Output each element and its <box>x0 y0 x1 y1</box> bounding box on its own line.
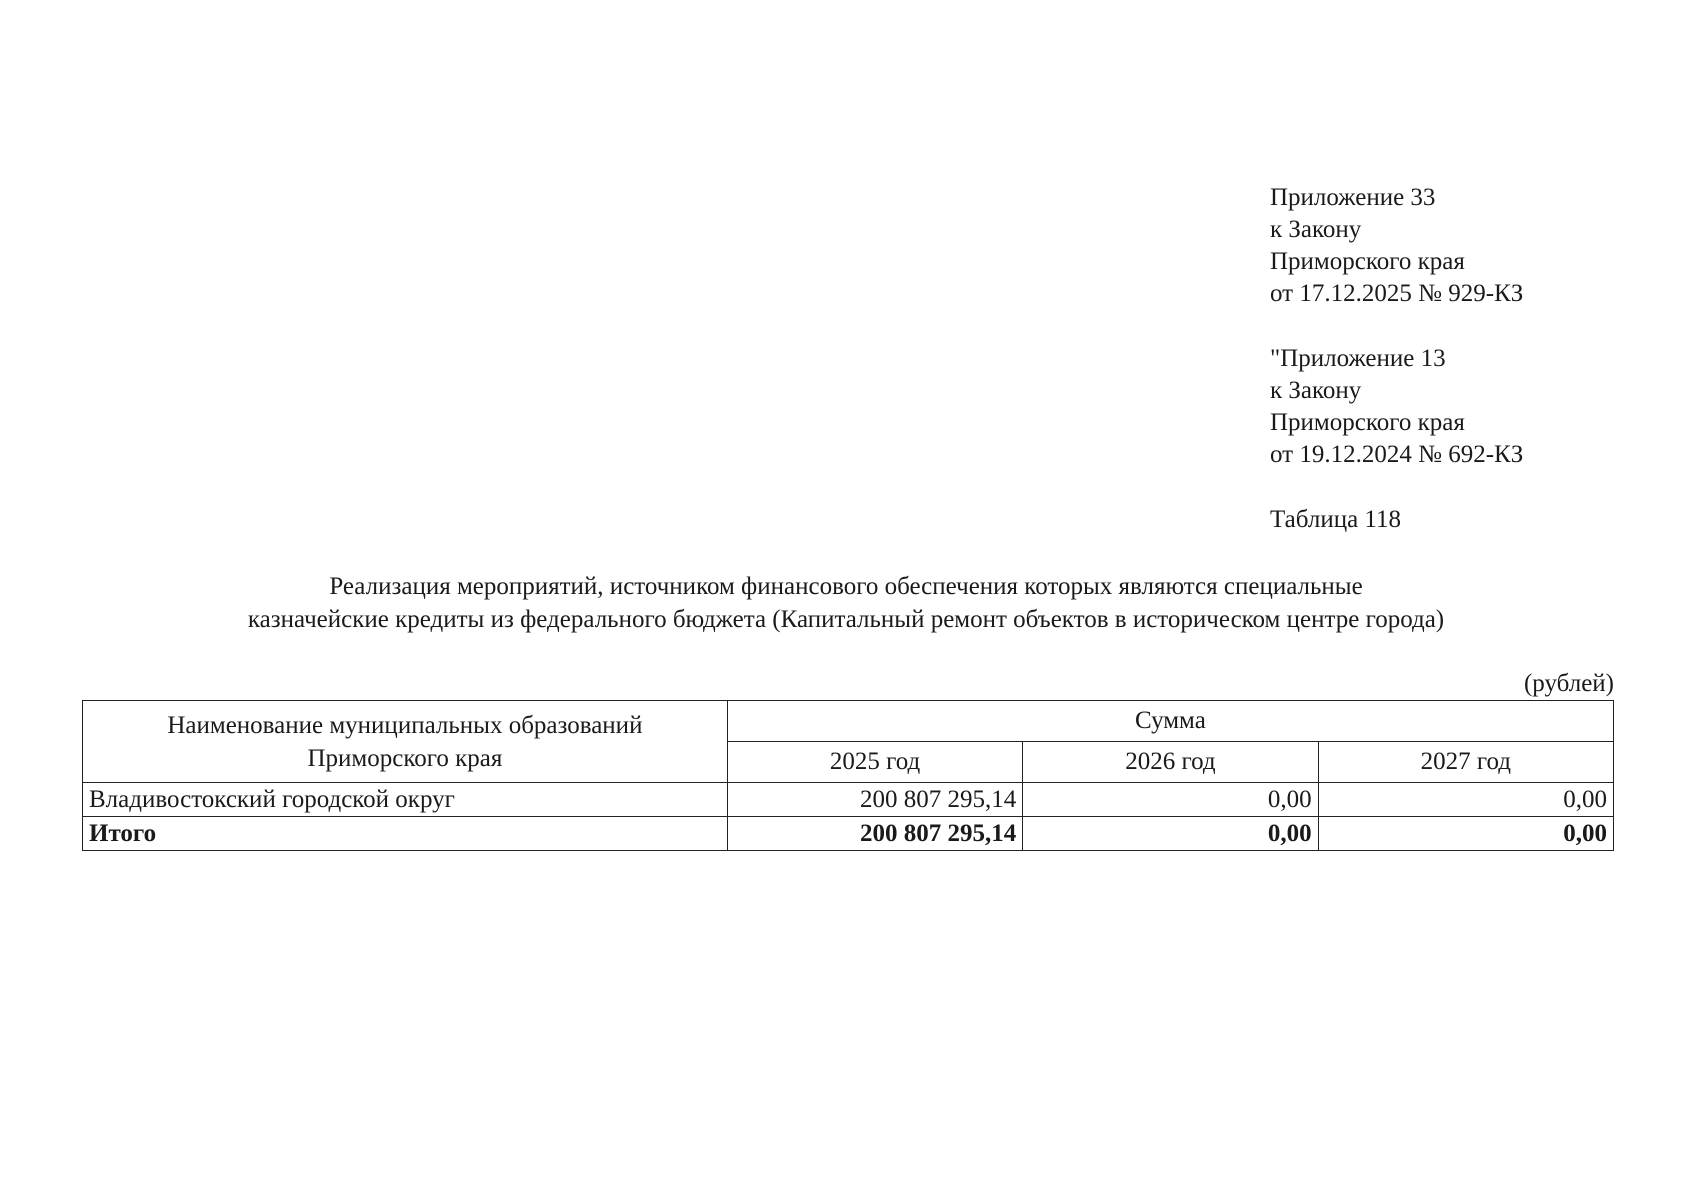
row-value-2025: 200 807 295,14 <box>727 783 1022 817</box>
row-value-2026: 0,00 <box>1023 783 1318 817</box>
annex-line: "Приложение 13 <box>1270 345 1446 372</box>
header-line: Наименование муниципальных образований <box>167 711 643 739</box>
annex-line: Приморского края <box>1270 248 1465 275</box>
row-municipality: Владивостокский городской округ <box>83 783 728 817</box>
header-row <box>83 701 1614 742</box>
total-row <box>83 817 1614 851</box>
annex-line: к Закону <box>1270 216 1362 243</box>
annex-line: Приложение 33 <box>1270 184 1436 211</box>
title-line: Реализация мероприятий, источником финансового обеспечения которых являются специальные <box>329 573 1363 600</box>
annex-reference-original <box>1270 343 1523 471</box>
units-label: (рублей) <box>1523 670 1614 697</box>
table-number: Таблица 118 <box>1270 506 1401 533</box>
annex-line: к Закону <box>1270 377 1362 404</box>
row-value-2027: 0,00 <box>1318 783 1613 817</box>
header-year-2025: 2025 год <box>727 742 1022 783</box>
header-year-2026: 2026 год <box>1023 742 1318 783</box>
header-sum: Сумма <box>727 701 1613 742</box>
header-municipality <box>83 701 728 783</box>
total-value-2025: 200 807 295,14 <box>727 817 1022 851</box>
header-line: Приморского края <box>307 744 503 772</box>
annex-reference-current <box>1270 182 1523 310</box>
table-row <box>83 783 1614 817</box>
annex-line: Приморского края <box>1270 409 1465 436</box>
total-value-2026: 0,00 <box>1023 817 1318 851</box>
header-year-2027: 2027 год <box>1318 742 1613 783</box>
total-label: Итого <box>83 817 728 851</box>
title-line: казначейские кредиты из федерального бюджета (Капитальный ремонт объектов в историческом центре города) <box>247 606 1445 633</box>
annex-line: от 17.12.2025 № 929-КЗ <box>1270 280 1524 307</box>
document-title <box>82 570 1610 636</box>
total-value-2027: 0,00 <box>1318 817 1613 851</box>
annex-line: от 19.12.2024 № 692-КЗ <box>1270 441 1524 468</box>
budget-table <box>82 700 1614 851</box>
